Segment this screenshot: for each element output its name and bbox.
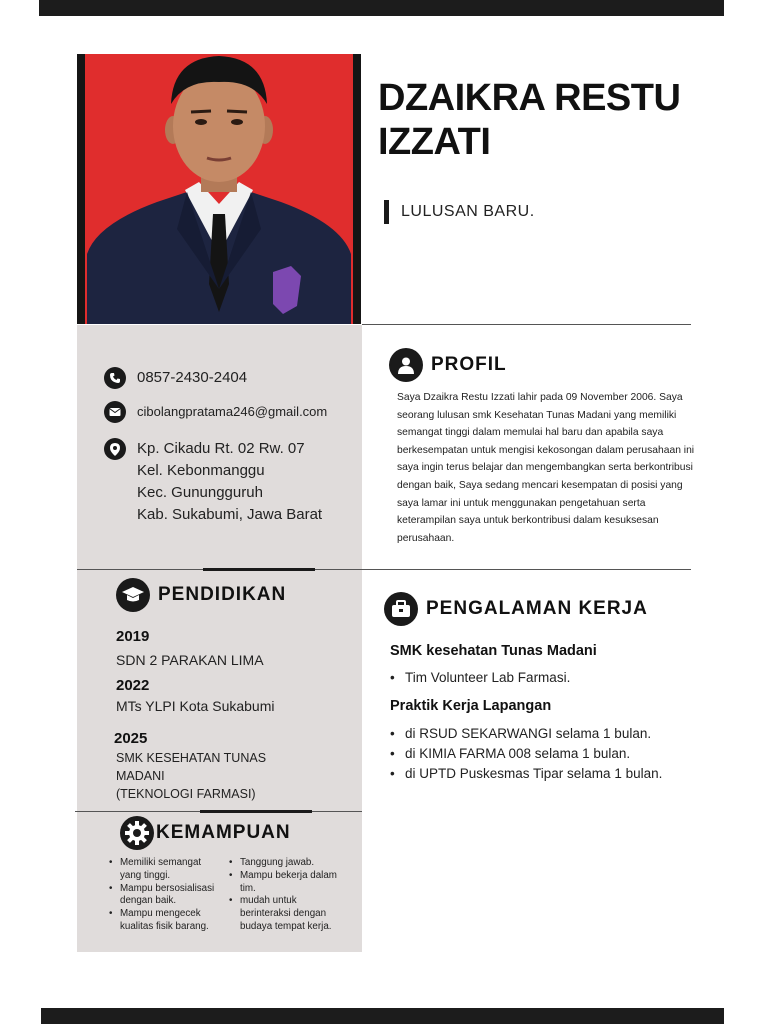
list-item: • Mampu bersosialisasi dengan baik. [107, 883, 225, 909]
job-points [390, 668, 570, 688]
address-line: Kab. Sukabumi, Jawa Barat [137, 506, 323, 523]
edu-school: SDN 2 PARAKAN LIMA [116, 652, 264, 668]
list-item: • di RSUD SEKARWANGI selama 1 bulan. [390, 724, 662, 744]
full-name [378, 76, 680, 164]
list-item: • di UPTD Puskesmas Tipar selama 1 bulan. [390, 764, 662, 784]
name-line-1: DZAIKRA RESTU [378, 77, 681, 119]
list-item: • Tim Volunteer Lab Farmasi. [390, 668, 570, 688]
contact-address [104, 438, 322, 526]
phone-number: 0857-2430-2404 [137, 369, 248, 386]
job-points [390, 724, 662, 784]
edu-year: 2022 [116, 677, 150, 694]
profil-heading [389, 348, 507, 382]
user-icon [389, 348, 423, 382]
name-line-2: IZZATI [378, 121, 491, 163]
phone-icon [104, 367, 126, 389]
bottom-bar [41, 1008, 724, 1024]
tagline: LULUSAN BARU. [384, 200, 535, 224]
divider [362, 324, 691, 325]
profil-title: PROFIL [431, 354, 507, 375]
divider-accent [200, 810, 312, 813]
profile-photo [77, 54, 361, 324]
skills-col-1 [107, 857, 225, 934]
job-title: Praktik Kerja Lapangan [390, 698, 552, 714]
pengalaman-heading [384, 592, 648, 626]
skills-col-2 [227, 857, 349, 934]
email-address: cibolangpratama246@gmail.com [137, 404, 328, 419]
profil-text: Saya Dzaikra Restu Izzati lahir pada 09 November 2006. Saya seorang lulusan smk Kesehatan Tunas Madani yang memiliki semangat tinggi dalam memulai hal baru dan apabila saya berkesempatan untuk mengisi kekosongan dalam perusahaan ini saya ingin terus belajar dan mengembangkan serta berkontribusi dengan baik, Saya sedang mencari kesempatan di posisi yang saya lamar ini untuk menggunakan pengetahuan serta keterampilan saya untuk berkontribusi dalam kesuksesan perusahaan. [397, 392, 695, 544]
kemampuan-heading [120, 816, 291, 850]
gear-icon [120, 816, 154, 850]
job-title: SMK kesehatan Tunas Madani [390, 643, 597, 659]
address [137, 438, 322, 526]
kemampuan-title: KEMAMPUAN [156, 822, 291, 843]
divider-accent [203, 568, 315, 571]
contact-phone [104, 367, 247, 389]
graduation-cap-icon [116, 578, 150, 612]
pengalaman-title: PENGALAMAN KERJA [426, 598, 648, 619]
top-bar [39, 0, 724, 16]
list-item: • Mampu mengecek kualitas fisik barang. [107, 908, 225, 934]
list-item: • Mampu bekerja dalam tim. [227, 870, 349, 896]
address-line: Kp. Cikadu Rt. 02 Rw. 07 [137, 440, 305, 457]
edu-detail: (TEKNOLOGI FARMASI) [116, 787, 256, 801]
edu-school: MTs YLPI Kota Sukabumi [116, 698, 275, 714]
contact-email [104, 401, 327, 423]
list-item: • Tanggung jawab. [227, 857, 349, 870]
pendidikan-heading [116, 578, 286, 612]
edu-school: SMK KESEHATAN TUNAS MADANI [116, 751, 267, 783]
address-line: Kec. Gunungguruh [137, 484, 263, 501]
divider [77, 569, 691, 570]
pendidikan-title: PENDIDIKAN [158, 584, 287, 605]
list-item: • di KIMIA FARMA 008 selama 1 bulan. [390, 744, 662, 764]
mail-icon [104, 401, 126, 423]
edu-year: 2019 [116, 628, 150, 645]
list-item: • Memiliki semangat yang tinggi. [107, 857, 225, 883]
location-pin-icon [104, 438, 126, 460]
list-item: • mudah untuk berinteraksi dengan budaya tempat kerja. [227, 895, 349, 933]
briefcase-icon [384, 592, 418, 626]
edu-year: 2025 [114, 730, 148, 747]
address-line: Kel. Kebonmanggu [137, 462, 265, 479]
